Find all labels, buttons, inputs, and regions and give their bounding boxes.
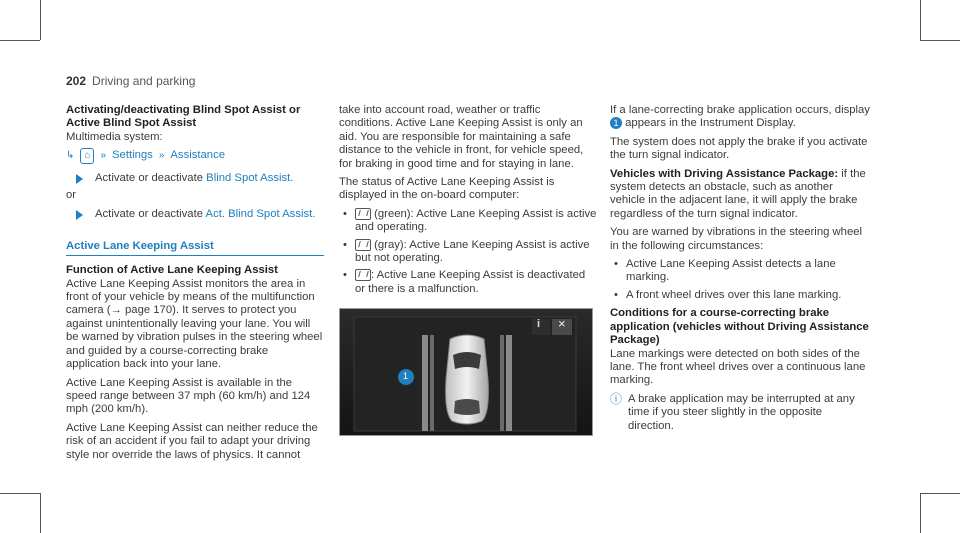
- nav-path: [66, 148, 324, 163]
- paragraph: The status of Active Lane Keeping Assist is displayed in the on-board computer:: [339, 176, 555, 202]
- heading-blind-spot: Activating/deactivating Blind Spot Assist or Active Blind Spot Assist: [66, 104, 301, 130]
- status-list: [339, 208, 597, 296]
- nav-settings[interactable]: Settings: [112, 149, 153, 162]
- section-title-lane-keeping: Active Lane Keeping Assist: [66, 240, 324, 256]
- crop-mark: [920, 0, 921, 40]
- paragraph: take into account road, weather or traffic conditions. Active Lane Keeping Assist is only an aid. You are responsible for maintaining a safe distance to the vehicle in front, for vehicle speed, for braking in good time and for staying in lane.: [339, 104, 584, 170]
- paragraph: [610, 104, 870, 131]
- step-active-blind-spot: [66, 208, 324, 221]
- paragraph: [610, 168, 870, 222]
- crop-mark: [0, 40, 40, 41]
- paragraph: Active Lane Keeping Assist can neither reduce the risk of an accident if you fail to adapt your driving style nor override the laws of physics. It cannot: [66, 421, 318, 461]
- chevron-right-icon: »: [158, 150, 165, 162]
- paragraph: The system does not apply the brake if you activate the turn signal indicator.: [610, 135, 868, 162]
- display-illustration: [340, 309, 592, 435]
- list-item: • Active Lane Keeping Assist detects a lane marking.: [610, 258, 870, 285]
- section-title: Driving and parking: [92, 74, 196, 88]
- warning-list: [610, 258, 870, 302]
- paragraph: Active Lane Keeping Assist is available in the speed range between 37 mph (60 km/h) and 124 mph (200 km/h).: [66, 376, 311, 416]
- crop-mark: [0, 493, 40, 494]
- text: appears in the Instrument Display.: [622, 117, 796, 130]
- step-arrow-icon: [76, 174, 83, 184]
- callout-badge: 1: [610, 117, 622, 129]
- paragraph: Lane markings were detected on both sides of the lane. The front wheel drives over a continuous lane marking.: [610, 347, 866, 387]
- crop-mark: [920, 493, 960, 494]
- crop-mark: [40, 493, 41, 533]
- list-item: [339, 208, 597, 235]
- info-button[interactable]: [532, 319, 550, 335]
- column-2: [339, 104, 597, 301]
- step-prefix: Activate or deactivate: [95, 208, 206, 221]
- step-prefix: Activate or deactivate: [95, 171, 207, 184]
- note: [610, 393, 870, 433]
- step-text: [95, 208, 315, 221]
- list-item-text: : Active Lane Keeping Assist is deactivated or there is a malfunction.: [355, 269, 586, 295]
- car-top-view: [446, 335, 489, 424]
- list-item: • A front wheel drives over this lane marking.: [610, 289, 870, 302]
- chevron-right-icon: »: [100, 150, 106, 162]
- lane-keeping-icon: [355, 239, 371, 251]
- bold-lead: Vehicles with Driving Assistance Package:: [610, 167, 839, 180]
- instrument-display-figure: [339, 308, 593, 436]
- page-number: 202: [66, 74, 87, 88]
- subheading-function: Function of Active Lane Keeping Assist: [66, 264, 278, 277]
- list-item-text: (green): Active Lane Keeping Assist is active and operating.: [355, 207, 597, 234]
- nav-assistance[interactable]: Assistance: [170, 149, 226, 162]
- paragraph: You are warned by vibrations in the steering wheel in the following circumstances:: [610, 226, 863, 252]
- heading-conditions: Conditions for a course-correcting brake application (vehicles without Driving Assistance Package): [610, 307, 869, 347]
- text: If a lane-correcting brake application occurs, display: [610, 104, 870, 116]
- step-text: [95, 172, 293, 185]
- column-3: [610, 104, 870, 433]
- list-item: [339, 269, 597, 296]
- home-icon[interactable]: ⌂: [80, 148, 94, 163]
- column-1: [66, 104, 324, 467]
- return-arrow-icon: ↳: [66, 150, 75, 162]
- text: if the system detects an obstacle, such as another vehicle in the adjacent lane, it will apply the brake regardless of the turn signal indicator.: [610, 167, 866, 220]
- close-icon: ×: [558, 316, 566, 331]
- crop-mark: [920, 493, 921, 533]
- step-arrow-icon: [76, 210, 83, 220]
- active-blind-spot-assist-link[interactable]: Act. Blind Spot Assist.: [205, 208, 316, 221]
- info-icon: ⓘ: [610, 391, 623, 406]
- multimedia-label: Multimedia system:: [66, 130, 163, 143]
- lane-keeping-off-icon: [355, 269, 371, 281]
- list-item-text: (gray): Active Lane Keeping Assist is active but not operating.: [355, 238, 590, 265]
- crop-mark: [920, 40, 960, 41]
- or-label: or: [66, 189, 77, 202]
- info-label: i: [537, 318, 541, 330]
- list-item: [339, 239, 597, 266]
- lane-keeping-icon: [355, 208, 371, 220]
- crop-mark: [40, 0, 41, 40]
- callout-number: 1: [403, 371, 409, 381]
- blind-spot-assist-link[interactable]: Blind Spot Assist.: [206, 171, 294, 184]
- paragraph: Active Lane Keeping Assist monitors the area in front of your vehicle by means of the multifunction camera (→ page 170). It serves to protect you against unintentionally leaving your lane. You will be warned by vibration pulses in the steering wheel and guided by a course-correcting brake application back into your lane.: [66, 277, 323, 371]
- note-text: A brake application may be interrupted at any time if you steer slightly in the opposite direction.: [628, 392, 855, 432]
- step-blind-spot: [66, 172, 324, 185]
- page-header: [66, 74, 195, 88]
